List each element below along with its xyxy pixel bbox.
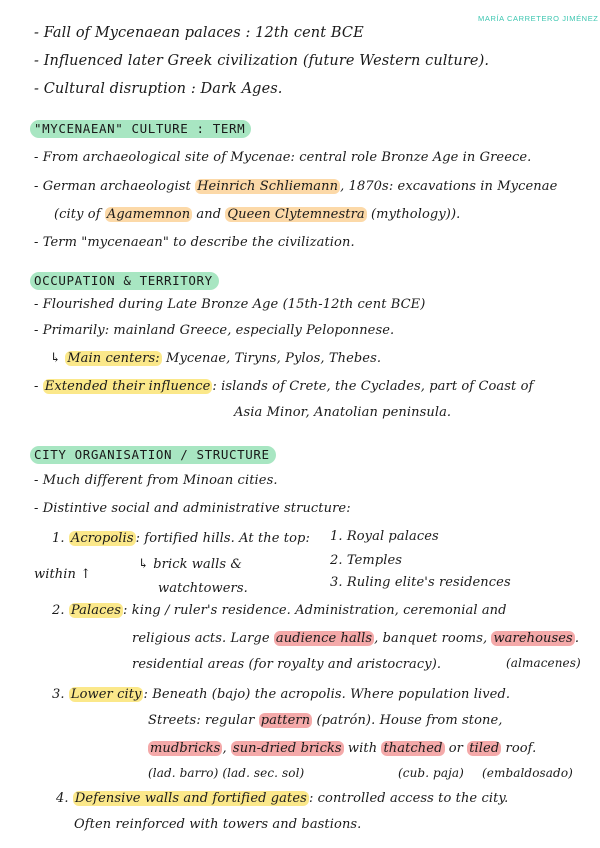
highlight-main-centers: Main centers:: [67, 351, 160, 366]
palaces-line-3: residential areas (for royalty and aristocracy).: [132, 657, 442, 672]
acropolis-sub-1: ↳ brick walls &: [138, 557, 243, 572]
section-heading-culture-term: "MYCENAEAN" CULTURE : TERM: [30, 120, 251, 138]
sec3-line-2: - Distintive social and administrative structure:: [34, 501, 351, 516]
lower-city-line-1: 3. Lower city : Beneath (bajo) the acropolis. Where population lived.: [52, 687, 511, 702]
highlight-thatched: thatched: [383, 741, 443, 756]
palaces-line-2: religious acts. Large audience halls , banquet rooms, warehouses .: [132, 631, 580, 646]
highlight-clytemnestra: Queen Clytemnestra: [227, 207, 365, 222]
sec2-line-5: Asia Minor, Anatolian peninsula.: [234, 405, 452, 420]
sec1-line-4: - Term "mycenaean" to describe the civilization.: [34, 235, 355, 250]
sec3-line-1: - Much different from Minoan cities.: [34, 473, 278, 488]
palaces-note: (almacenes): [506, 656, 581, 670]
highlight-audience-halls: audience halls: [275, 631, 373, 646]
lower-city-translation-1: (lad. barro) (lad. sec. sol): [148, 766, 305, 780]
acropolis-line: 1. Acropolis : fortified hills. At the top:: [52, 531, 310, 546]
highlight-tiled: tiled: [469, 741, 500, 756]
section-heading-city-organisation: CITY ORGANISATION / STRUCTURE: [30, 446, 276, 464]
highlight-sun-dried-bricks: sun-dried bricks: [232, 741, 342, 756]
lower-city-translation-3: (embaldosado): [482, 766, 573, 780]
intro-line-3: - Cultural disruption : Dark Ages.: [34, 81, 283, 97]
acropolis-item-2: 2. Temples: [330, 553, 403, 568]
acropolis-sub-2: watchtowers.: [158, 581, 248, 596]
within-note: within ↑: [34, 567, 92, 582]
defensive-line-1: 4. Defensive walls and fortified gates : controlled access to the city.: [56, 791, 509, 806]
lower-city-line-2: Streets: regular pattern (patrón). House from stone,: [148, 713, 503, 728]
highlight-pattern: pattern: [260, 713, 311, 728]
lower-city-translation-2: (cub. paja): [398, 766, 464, 780]
highlight-acropolis: Acropolis: [70, 531, 134, 546]
intro-line-2: - Influenced later Greek civilization (future Western culture).: [34, 53, 490, 69]
intro-line-1: - Fall of Mycenaean palaces : 12th cent BCE: [34, 25, 364, 41]
highlight-mudbricks: mudbricks: [150, 741, 221, 756]
author-name: MARÍA CARRETERO JIMÉNEZ: [478, 14, 599, 23]
acropolis-item-3: 3. Ruling elite's residences: [330, 575, 511, 590]
sec1-line-3: (city of Agamemnon and Queen Clytemnestra (mythology)).: [54, 207, 461, 222]
highlight-extended-influence: Extended their influence: [44, 379, 211, 394]
highlight-defensive-walls: Defensive walls and fortified gates: [74, 791, 307, 806]
sec2-line-2: - Primarily: mainland Greece, especially Peloponnese.: [34, 323, 395, 338]
sec2-line-1: - Flourished during Late Bronze Age (15th-12th cent BCE): [34, 297, 426, 312]
highlight-lower-city: Lower city: [70, 687, 142, 702]
sec2-line-3: ↳ Main centers: Mycenae, Tiryns, Pylos, Thebes.: [50, 351, 382, 366]
highlight-agamemnon: Agamemnon: [106, 207, 191, 222]
lower-city-line-3: mudbricks , sun-dried bricks with thatched or tiled roof.: [150, 741, 537, 756]
section-heading-occupation: OCCUPATION & TERRITORY: [30, 272, 219, 290]
acropolis-item-1: 1. Royal palaces: [330, 529, 439, 544]
highlight-palaces: Palaces: [70, 603, 122, 618]
sec2-line-4: - Extended their influence : islands of Crete, the Cyclades, part of Coast of: [34, 379, 534, 394]
sec1-line-2: - German archaeologist Heinrich Schliemann , 1870s: excavations in Mycenae: [34, 179, 558, 194]
highlight-warehouses: warehouses: [493, 631, 573, 646]
palaces-line-1: 2. Palaces : king / ruler's residence. Administration, ceremonial and: [52, 603, 507, 618]
sec1-line-1: - From archaeological site of Mycenae: central role Bronze Age in Greece.: [34, 150, 532, 165]
defensive-line-2: Often reinforced with towers and bastions.: [74, 817, 362, 832]
highlight-schliemann: Heinrich Schliemann: [197, 179, 339, 194]
